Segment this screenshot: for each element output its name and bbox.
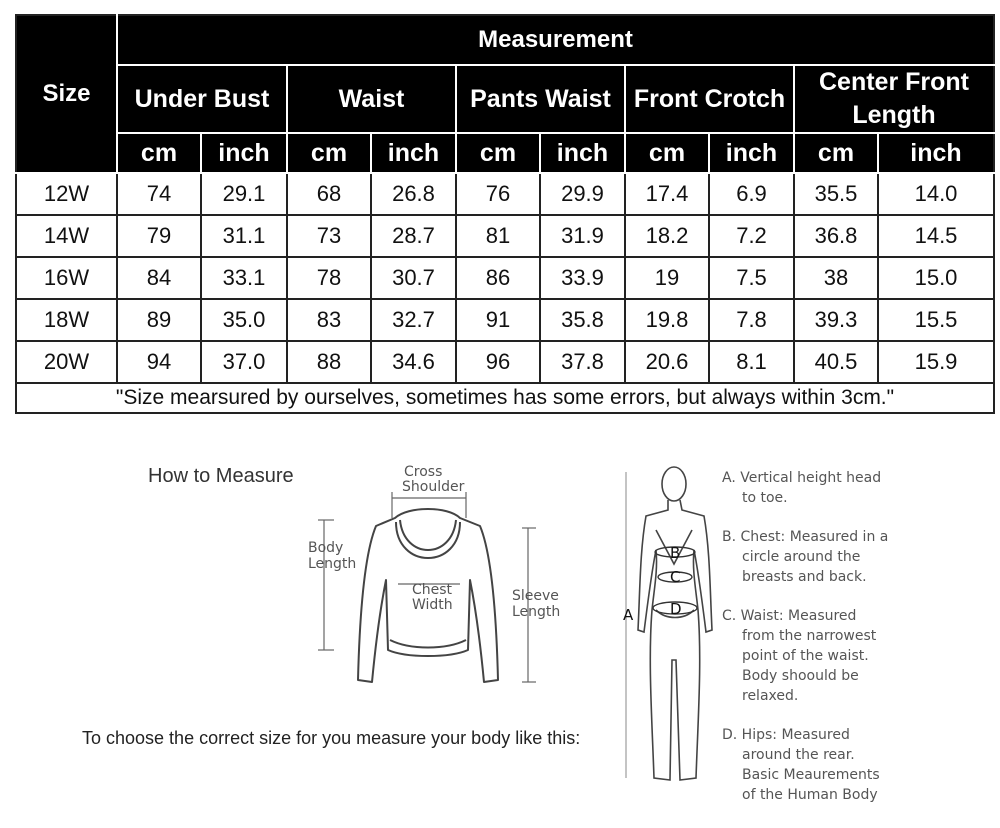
label-body: Body: [308, 540, 344, 556]
size-cell: 16W: [16, 257, 117, 299]
label-width: Width: [412, 597, 453, 613]
value-cell: 17.4: [625, 173, 709, 215]
unit-inch: inch: [709, 133, 794, 173]
value-cell: 32.7: [371, 299, 456, 341]
note-line: circle around the: [742, 549, 861, 565]
group-waist: Waist: [287, 65, 456, 133]
note-item: [722, 468, 922, 508]
label-cross: Cross: [404, 464, 443, 480]
group-front-crotch: Front Crotch: [625, 65, 794, 133]
table-row: [16, 173, 994, 215]
note-line: Basic Meaurements: [742, 767, 880, 783]
table-row: [16, 299, 994, 341]
value-cell: 81: [456, 215, 540, 257]
value-cell: 37.0: [201, 341, 287, 383]
size-header: Size: [16, 15, 117, 173]
value-cell: 83: [287, 299, 371, 341]
value-cell: 35.8: [540, 299, 625, 341]
letter-d: D: [670, 600, 682, 618]
value-cell: 76: [456, 173, 540, 215]
size-cell: 20W: [16, 341, 117, 383]
value-cell: 28.7: [371, 215, 456, 257]
unit-cm: cm: [117, 133, 201, 173]
value-cell: 14.5: [878, 215, 994, 257]
value-cell: 19.8: [625, 299, 709, 341]
note-first-line: A. Vertical height head: [722, 470, 882, 486]
center-front-line1: Center Front: [819, 68, 969, 96]
table-row: [16, 215, 994, 257]
value-cell: 34.6: [371, 341, 456, 383]
note-item: [722, 606, 922, 706]
value-cell: 7.2: [709, 215, 794, 257]
value-cell: 7.8: [709, 299, 794, 341]
sweater-diagram: [300, 460, 560, 700]
label-sleeve: Sleeve: [512, 588, 559, 604]
value-cell: 79: [117, 215, 201, 257]
group-center-front-length: [794, 65, 994, 133]
value-cell: 96: [456, 341, 540, 383]
value-cell: 6.9: [709, 173, 794, 215]
label-sleeve-length: Length: [512, 604, 560, 620]
note-first-line: D. Hips: Measured: [722, 727, 850, 743]
letter-a: A: [623, 606, 634, 624]
unit-inch: inch: [878, 133, 994, 173]
note-first-line: B. Chest: Measured in a: [722, 529, 889, 545]
value-cell: 31.9: [540, 215, 625, 257]
value-cell: 7.5: [709, 257, 794, 299]
choose-size-instruction: To choose the correct size for you measure your body like this:: [82, 728, 581, 748]
how-to-measure-title: How to Measure: [148, 465, 294, 487]
unit-cm: cm: [794, 133, 878, 173]
table-row: [16, 257, 994, 299]
value-cell: 14.0: [878, 173, 994, 215]
value-cell: 86: [456, 257, 540, 299]
value-cell: 40.5: [794, 341, 878, 383]
value-cell: 18.2: [625, 215, 709, 257]
unit-cm: cm: [456, 133, 540, 173]
value-cell: 39.3: [794, 299, 878, 341]
value-cell: 20.6: [625, 341, 709, 383]
value-cell: 68: [287, 173, 371, 215]
value-cell: 38: [794, 257, 878, 299]
value-cell: 35.5: [794, 173, 878, 215]
note-item: [722, 527, 922, 587]
value-cell: 89: [117, 299, 201, 341]
value-cell: 91: [456, 299, 540, 341]
label-body-length: Length: [308, 556, 357, 572]
unit-inch: inch: [371, 133, 456, 173]
value-cell: 33.1: [201, 257, 287, 299]
label-shoulder: Shoulder: [402, 479, 465, 495]
value-cell: 15.9: [878, 341, 994, 383]
group-pants-waist: Pants Waist: [456, 65, 625, 133]
unit-cm: cm: [625, 133, 709, 173]
value-cell: 74: [117, 173, 201, 215]
note-line: from the narrowest: [742, 628, 877, 644]
value-cell: 78: [287, 257, 371, 299]
center-front-line2: Length: [852, 101, 936, 129]
body-diagram: [618, 460, 718, 790]
note-line: Body shoould be: [742, 668, 859, 684]
group-under-bust: Under Bust: [117, 65, 287, 133]
value-cell: 30.7: [371, 257, 456, 299]
measurement-notes: [722, 468, 922, 824]
measurement-note: "Size mearsured by ourselves, sometimes has some errors, but always within 3cm.": [16, 383, 994, 413]
value-cell: 26.8: [371, 173, 456, 215]
size-chart-table: [15, 14, 995, 414]
size-cell: 14W: [16, 215, 117, 257]
value-cell: 29.9: [540, 173, 625, 215]
value-cell: 94: [117, 341, 201, 383]
size-cell: 18W: [16, 299, 117, 341]
label-chest: Chest: [412, 582, 453, 598]
note-line: around the rear.: [742, 747, 855, 763]
unit-inch: inch: [540, 133, 625, 173]
unit-inch: inch: [201, 133, 287, 173]
value-cell: 15.0: [878, 257, 994, 299]
value-cell: 29.1: [201, 173, 287, 215]
note-item: [722, 725, 922, 805]
note-line: breasts and back.: [742, 569, 867, 585]
value-cell: 88: [287, 341, 371, 383]
human-body-icon: [638, 467, 712, 780]
measurement-header: Measurement: [117, 15, 994, 65]
value-cell: 15.5: [878, 299, 994, 341]
note-line: point of the waist.: [742, 648, 869, 664]
value-cell: 37.8: [540, 341, 625, 383]
table-row: [16, 341, 994, 383]
size-cell: 12W: [16, 173, 117, 215]
note-line: of the Human Body: [742, 787, 878, 803]
note-line: relaxed.: [742, 688, 799, 704]
unit-cm: cm: [287, 133, 371, 173]
value-cell: 73: [287, 215, 371, 257]
value-cell: 35.0: [201, 299, 287, 341]
note-line: to toe.: [742, 490, 788, 506]
value-cell: 31.1: [201, 215, 287, 257]
table-body: [16, 173, 994, 383]
letter-c: C: [670, 568, 681, 586]
letter-b: B: [670, 544, 681, 562]
value-cell: 33.9: [540, 257, 625, 299]
value-cell: 8.1: [709, 341, 794, 383]
value-cell: 19: [625, 257, 709, 299]
note-first-line: C. Waist: Measured: [722, 608, 857, 624]
value-cell: 36.8: [794, 215, 878, 257]
value-cell: 84: [117, 257, 201, 299]
